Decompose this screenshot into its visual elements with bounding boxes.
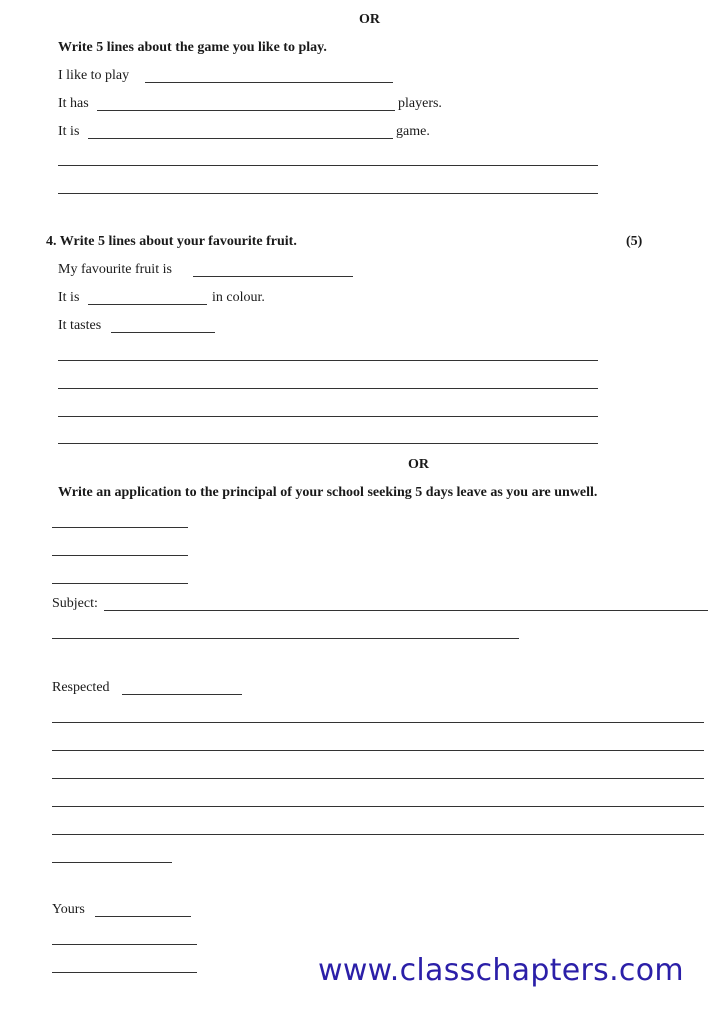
fruit-blank-2[interactable] <box>88 304 207 305</box>
fruit-writing-line-4[interactable] <box>58 360 598 361</box>
body-line-1[interactable] <box>52 722 704 723</box>
fruit-writing-line-5[interactable] <box>58 388 598 389</box>
body-line-2[interactable] <box>52 750 704 751</box>
body-line-4[interactable] <box>52 806 704 807</box>
closing-label: Yours <box>52 902 85 917</box>
game-writing-line-4[interactable] <box>58 165 598 166</box>
website-watermark: www.classchapters.com <box>318 953 684 988</box>
closing-blank[interactable] <box>95 916 191 917</box>
question-4-marks: (5) <box>626 234 643 249</box>
game-blank-1[interactable] <box>145 82 393 83</box>
subject-line-1[interactable] <box>104 610 708 611</box>
subject-line-2[interactable] <box>52 638 519 639</box>
fruit-blank-3[interactable] <box>111 332 215 333</box>
game-line-2-suffix: players. <box>398 96 442 111</box>
game-line-2-prefix: It has <box>58 96 89 111</box>
fruit-line-2-prefix: It is <box>58 290 80 305</box>
game-writing-line-5[interactable] <box>58 193 598 194</box>
address-line-2[interactable] <box>52 555 188 556</box>
address-line-1[interactable] <box>52 527 188 528</box>
body-line-5[interactable] <box>52 834 704 835</box>
salutation-label: Respected <box>52 680 110 695</box>
subject-label: Subject: <box>52 596 98 611</box>
question-4-heading: 4. Write 5 lines about your favourite fruit. <box>46 234 297 249</box>
fruit-writing-line-6[interactable] <box>58 416 598 417</box>
application-heading: Write an application to the principal of your school seeking 5 days leave as you are unwell. <box>58 485 598 500</box>
game-line-3-prefix: It is <box>58 124 80 139</box>
body-line-6[interactable] <box>52 862 172 863</box>
fruit-line-2-suffix: in colour. <box>212 290 265 305</box>
signature-line-2[interactable] <box>52 972 197 973</box>
game-line-1-label: I like to play <box>58 68 130 83</box>
fruit-blank-1[interactable] <box>193 276 353 277</box>
or-separator-top: OR <box>359 12 380 27</box>
game-line-3-suffix: game. <box>396 124 430 139</box>
fruit-line-3-label: It tastes <box>58 318 102 333</box>
signature-line-1[interactable] <box>52 944 197 945</box>
fruit-line-1-label: My favourite fruit is <box>58 262 172 277</box>
salutation-blank[interactable] <box>122 694 242 695</box>
fruit-writing-line-7[interactable] <box>58 443 598 444</box>
or-separator-middle: OR <box>408 457 429 472</box>
address-line-3[interactable] <box>52 583 188 584</box>
body-line-3[interactable] <box>52 778 704 779</box>
game-heading: Write 5 lines about the game you like to play. <box>58 40 327 55</box>
game-blank-2[interactable] <box>97 110 395 111</box>
game-blank-3[interactable] <box>88 138 393 139</box>
